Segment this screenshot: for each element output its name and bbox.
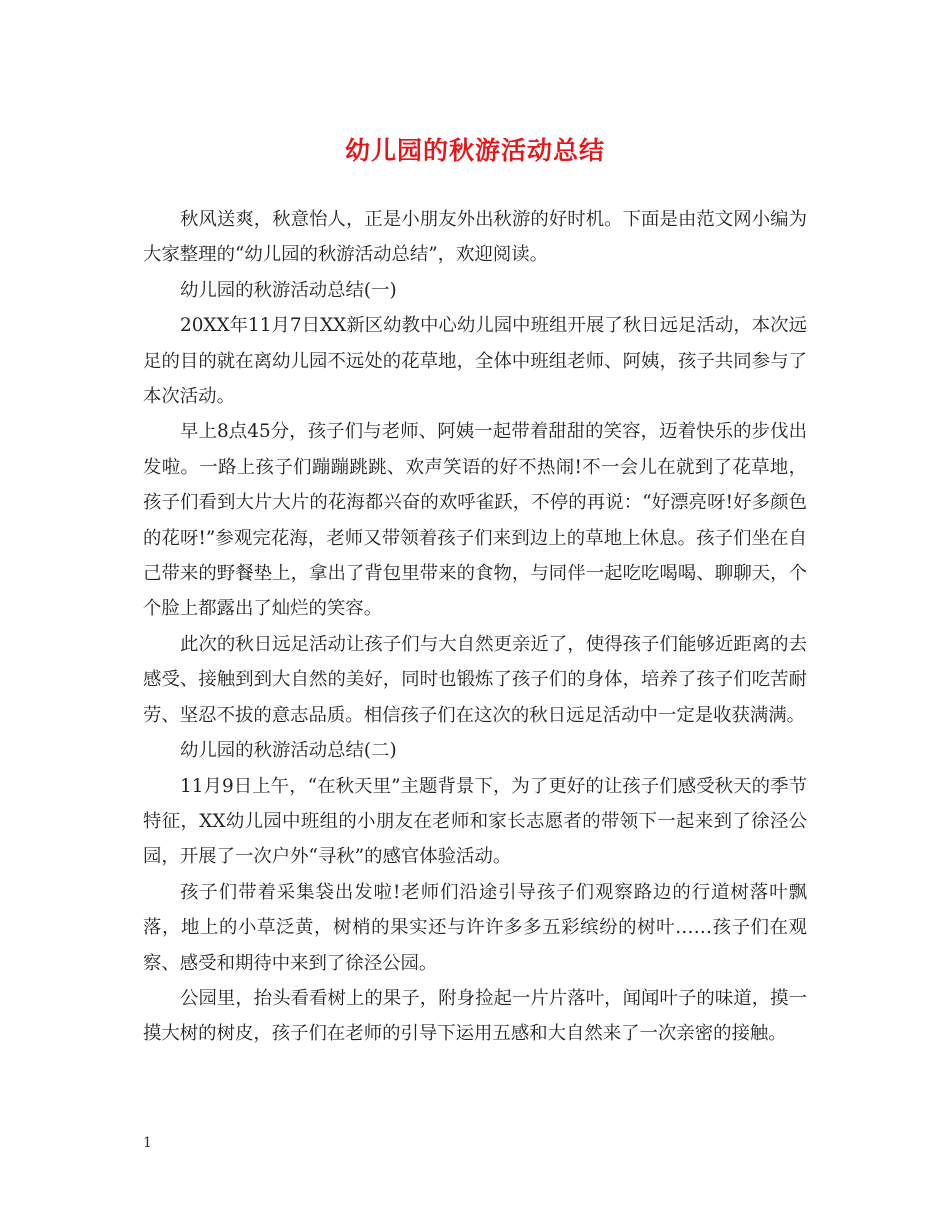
intro-paragraph: 秋风送爽，秋意怡人，正是小朋友外出秋游的好时机。下面是由范文网小编为大家整理的“幼儿园的秋游活动总结”，欢迎阅读。 (143, 209, 807, 266)
document-title: 幼儿园的秋游活动总结 (344, 136, 605, 165)
paragraph-five: 孩子们带着采集袋出发啦!老师们沿途引导孩子们观察路边的行道树落叶飘落，地上的小草泛黄，树梢的果实还与许许多多五彩缤纷的树叶……孩子们在观察、感受和期待中来到了徐泾公园。 (143, 881, 807, 974)
paragraph-four: 11月9日上午，“在秋天里”主题背景下，为了更好的让孩子们感受秋天的季节特征，XX幼儿园中班组的小朋友在老师和家长志愿者的带领下一起来到了徐泾公园，开展了一次户外“寻秋”的感官体验活动。 (143, 775, 807, 868)
paragraph-six: 公园里，抬头看看树上的果子，附身捡起一片片落叶，闻闻叶子的味道，摸一摸大树的树皮，孩子们在老师的引导下运用五感和大自然来了一次亲密的接触。 (143, 987, 807, 1045)
page-number: 1 (143, 1135, 152, 1151)
section-heading-two: 幼儿园的秋游活动总结(二) (180, 740, 397, 762)
section-heading-one: 幼儿园的秋游活动总结(一) (180, 279, 397, 301)
paragraph-one: 20XX年11月7日XX新区幼教中心幼儿园中班组开展了秋日远足活动，本次远足的目的就在离幼儿园不远处的花草地，全体中班组老师、阿姨，孩子共同参与了本次活动。 (143, 315, 807, 408)
document-body (143, 202, 807, 1052)
paragraph-three: 此次的秋日远足活动让孩子们与大自然更亲近了，使得孩子们能够近距离的去感受、接触到到大自然的美好，同时也锻炼了孩子们的身体，培养了孩子们吃苦耐劳、坚忍不拔的意志品质。相信孩子们在这次的秋日远足活动中一定是收获满满。 (143, 633, 807, 726)
paragraph-two: 早上8点45分，孩子们与老师、阿姨一起带着甜甜的笑容，迈着快乐的步伐出发啦。一路上孩子们蹦蹦跳跳、欢声笑语的好不热闹!不一会儿在就到了花草地，孩子们看到大片大片的花海都兴奋的欢呼雀跃，不停的再说：“好漂亮呀!好多颜色的花呀!”参观完花海，老师又带领着孩子们来到边上的草地上休息。孩子们坐在自己带来的野餐垫上，拿出了背包里带来的食物，与同伴一起吃吃喝喝、聊聊天，个个脸上都露出了灿烂的笑容。 (143, 421, 807, 620)
